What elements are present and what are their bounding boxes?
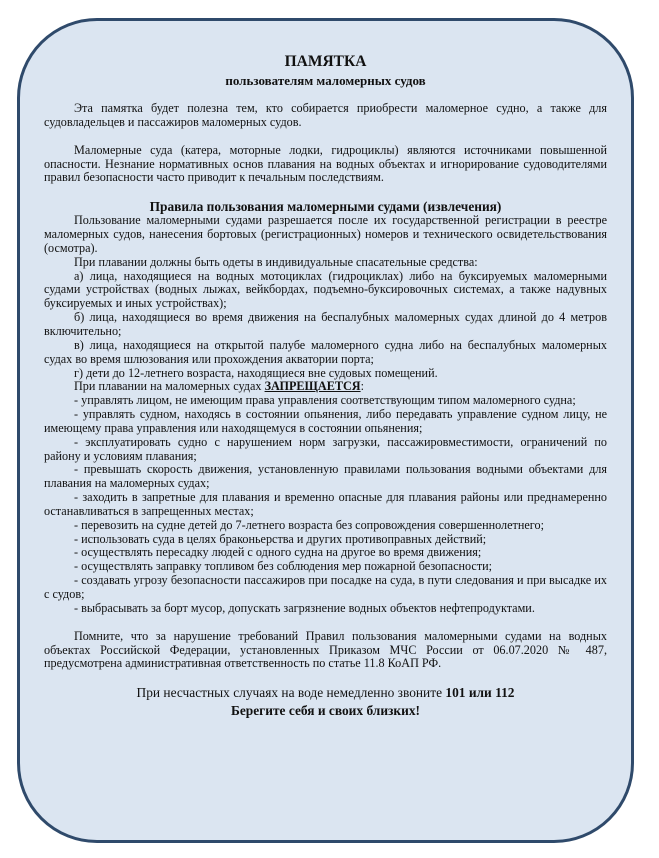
- forbidden-item: - управлять судном, находясь в состоянии опьянения, либо передавать управление судном лицу, не имеющему права управления или находящемуся в состоянии опьянения;: [44, 407, 607, 435]
- forbidden-item: - осуществлять заправку топливом без соблюдения мер пожарной безопасности;: [74, 559, 493, 574]
- forbidden-item: - управлять лицом, не имеющим права управления соответствующим типом маломерного судна;: [74, 393, 576, 408]
- memo-card: [17, 18, 634, 843]
- emergency-number: 112: [495, 685, 515, 701]
- life-vests-item: в) лица, находящиеся на открытой палубе маломерного судна либо на беспалубных маломерных судах во время шлюзования или прохождения акватории порта;: [44, 337, 607, 366]
- life-vests-item: а) лица, находящиеся на водных мотоциклах (гидроциклах) либо на буксируемых маломерными судами устройствах (водных лыжах, вейкбордах, подъемно-буксировочных системах, а также надувных буксируемых и иных устройствах);: [44, 268, 607, 311]
- forbidden-item: - осуществлять пересадку людей с одного судна на другое во время движения;: [74, 545, 482, 560]
- life-vests-intro: При плавании должны быть одеты в индивидуальные спасательные средства:: [74, 254, 478, 269]
- emergency-text: При несчастных случаях на воде немедленно звоните: [136, 685, 446, 701]
- memo-subtitle: пользователям маломерных судов: [225, 73, 426, 88]
- forbidden-item: - создавать угрозу безопасности пассажиров при посадке на суда, в пути следования и при высадке их с судов;: [44, 573, 607, 601]
- reminder-paragraph: Помните, что за нарушение требований Правил пользования маломерными судами на водных объектах Российской Федерации, установленных Приказом МЧС России от 06.07.2020 № 487, предусмотрена административная ответственность по статье 11.8 КоАП РФ.: [44, 628, 607, 671]
- memo-title: ПАМЯТКА: [284, 53, 367, 70]
- closing-line: Берегите себя и своих близких!: [230, 703, 420, 719]
- forbidden-item: - перевозить на судне детей до 7-летнего возраста без сопровождения совершеннолетнего;: [74, 517, 544, 532]
- life-vests-item: г) дети до 12-летнего возраста, находящиеся вне судовых помещений.: [74, 365, 438, 380]
- intro-paragraph: Маломерные суда (катера, моторные лодки, гидроциклы) являются источниками повышенной опасности. Незнание нормативных основ плавания на водных объектах и игнорирование судоводителями правил безопасности часто приводит к печальным последствиям.: [44, 142, 607, 185]
- intro-paragraph: Эта памятка будет полезна тем, кто собирается приобрести маломерное судно, а также для судовладельцев и пассажиров маломерных судов.: [44, 101, 607, 129]
- emergency-line: [44, 685, 607, 701]
- forbidden-intro: [44, 380, 607, 394]
- emergency-or: или: [465, 685, 496, 701]
- forbidden-item: - выбрасывать за борт мусор, допускать загрязнение водных объектов нефтепродуктами.: [74, 600, 535, 615]
- forbidden-word: ЗАПРЕЩАЕТСЯ: [264, 379, 361, 394]
- rules-registration: Пользование маломерными судами разрешается после их государственной регистрации в реестре маломерных судов, нанесения бортовых (регистрационных) номеров и технического освидетельствования (осмотра).: [44, 213, 607, 255]
- forbidden-item: - превышать скорость движения, установленную правилами пользования водными объектами для плавания на маломерных судах;: [44, 462, 607, 491]
- rules-heading: Правила пользования маломерными судами (извлечения): [149, 199, 502, 215]
- emergency-number: 101: [445, 685, 466, 701]
- forbidden-item: - использовать суда в целях браконьерства и других противоправных действий;: [74, 531, 487, 546]
- forbidden-item: - заходить в запретные для плавания и временно опасные для плавания районы или преднамеренно останавливаться в запрещенных местах;: [44, 490, 607, 518]
- forbidden-prefix: При плавании на маломерных судах: [74, 379, 265, 394]
- forbidden-item: - эксплуатировать судно с нарушением норм загрузки, пассажировместимости, ограничений по району и условиям плавания;: [44, 434, 607, 463]
- forbidden-suffix: :: [360, 379, 364, 394]
- life-vests-item: б) лица, находящиеся во время движения на беспалубных маломерных судах длиной до 4 метров включительно;: [44, 310, 607, 338]
